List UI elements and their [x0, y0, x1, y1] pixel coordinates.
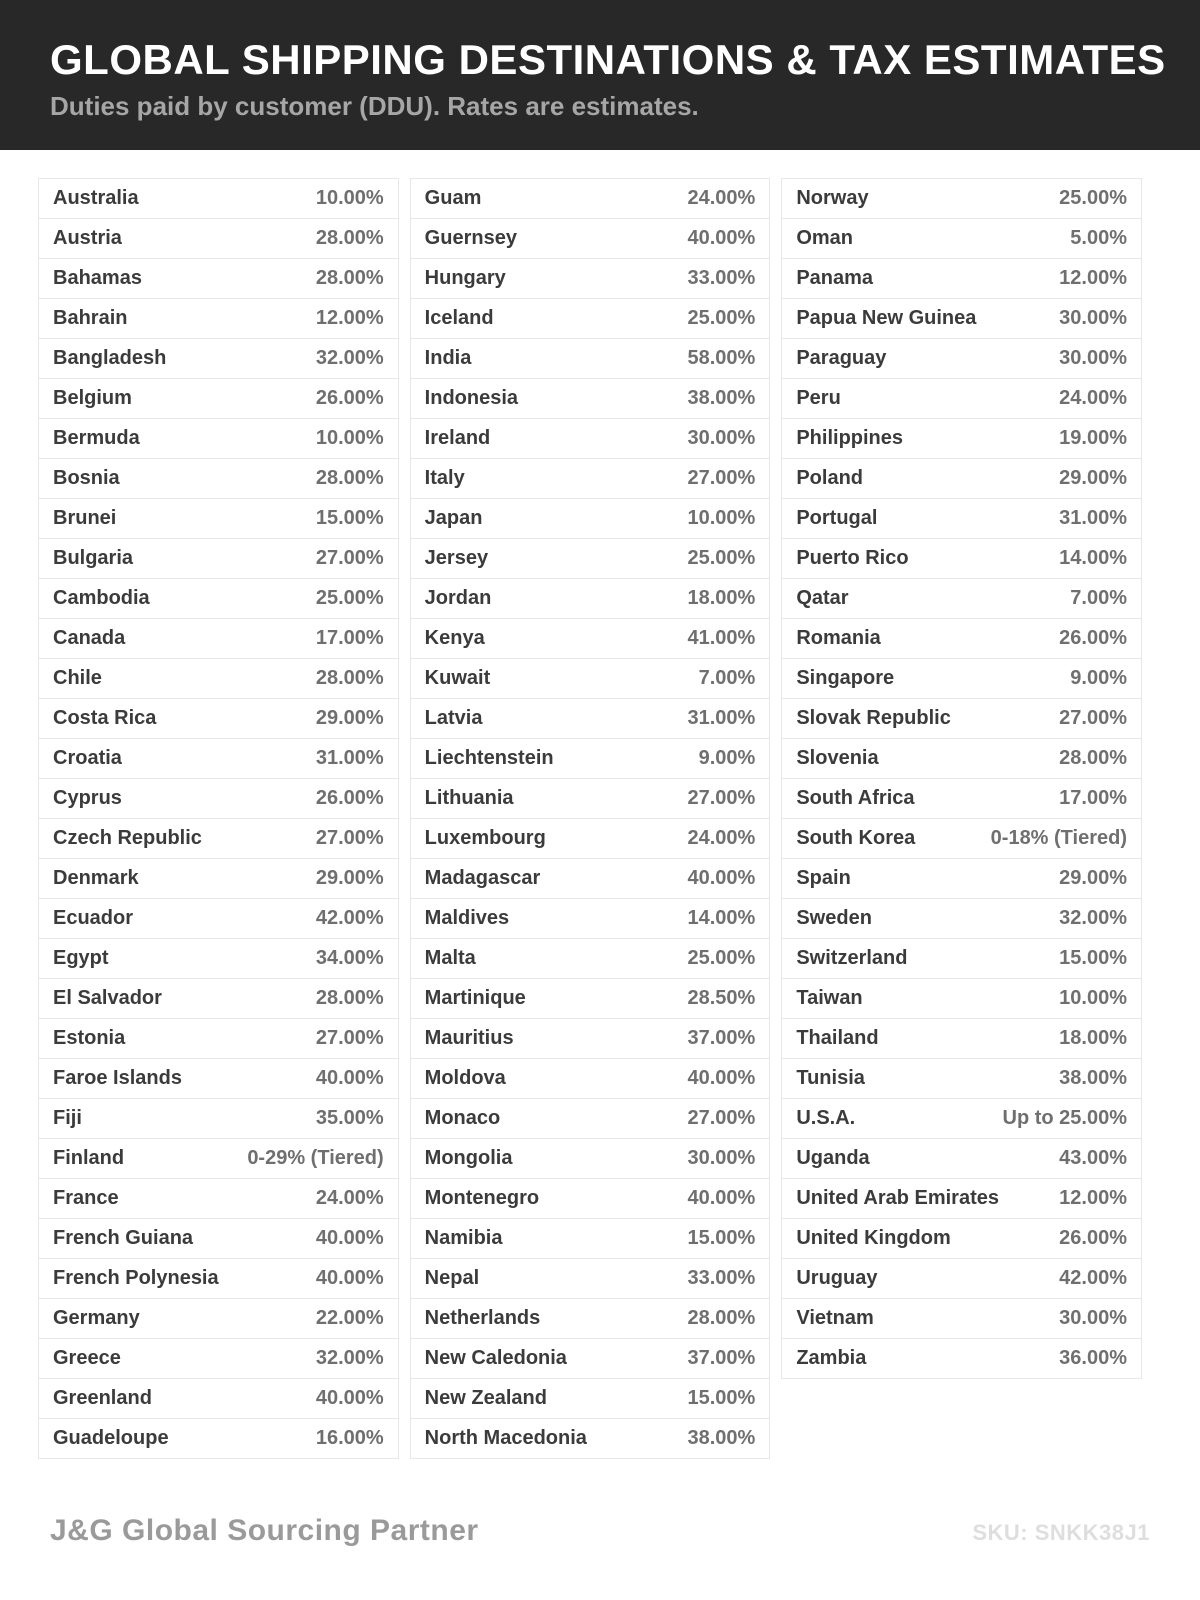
table-row [410, 1058, 771, 1099]
table-row [781, 418, 1142, 459]
table-row [781, 578, 1142, 619]
table-row [410, 538, 771, 579]
rate-value: 37.00% [687, 1347, 756, 1369]
country-label: Lithuania [424, 787, 514, 809]
rate-value: 5.00% [1070, 227, 1128, 249]
rate-value: 18.00% [687, 587, 756, 609]
country-label: Japan [424, 507, 483, 529]
rate-value: 33.00% [687, 1267, 756, 1289]
table-row [781, 698, 1142, 739]
table-row [410, 578, 771, 619]
rate-value: 58.00% [687, 347, 756, 369]
country-label: Netherlands [424, 1307, 541, 1329]
country-label: Peru [796, 387, 841, 409]
country-label: Fiji [53, 1107, 82, 1129]
table-row [410, 1098, 771, 1139]
table-row [38, 298, 399, 339]
rate-value: 30.00% [687, 427, 756, 449]
country-label: Slovenia [796, 747, 879, 769]
table-row [38, 1058, 399, 1099]
table-row [410, 738, 771, 779]
rate-value: 38.00% [687, 1427, 756, 1449]
country-label: Qatar [796, 587, 849, 609]
tax-rate-table [0, 150, 1200, 1459]
rate-value: 15.00% [315, 507, 384, 529]
country-label: Latvia [424, 707, 483, 729]
table-row [781, 378, 1142, 419]
rate-value: 35.00% [315, 1107, 384, 1129]
country-label: Uruguay [796, 1267, 878, 1289]
country-label: Ecuador [53, 907, 134, 929]
rate-value: 27.00% [687, 1107, 756, 1129]
rate-value: 27.00% [315, 547, 384, 569]
table-row [781, 1338, 1142, 1379]
country-label: Montenegro [424, 1187, 540, 1209]
rate-value: 40.00% [315, 1267, 384, 1289]
rate-value: 30.00% [687, 1147, 756, 1169]
rate-value: 19.00% [1059, 427, 1128, 449]
page-title: GLOBAL SHIPPING DESTINATIONS & TAX ESTIMATES [50, 36, 1166, 83]
table-row [410, 418, 771, 459]
table-row [38, 618, 399, 659]
country-label: Croatia [53, 747, 122, 769]
rate-value: 40.00% [315, 1227, 384, 1249]
country-label: Zambia [796, 1347, 867, 1369]
rate-value: 42.00% [1059, 1267, 1128, 1289]
rate-value: 25.00% [687, 547, 756, 569]
country-label: French Guiana [53, 1227, 194, 1249]
rate-value: 17.00% [315, 627, 384, 649]
country-label: Mauritius [424, 1027, 514, 1049]
rate-value: 32.00% [315, 347, 384, 369]
rate-value: 30.00% [1059, 1307, 1128, 1329]
rate-value: 29.00% [315, 707, 384, 729]
country-label: Costa Rica [53, 707, 157, 729]
table-row [38, 1258, 399, 1299]
rate-value: 15.00% [1059, 947, 1128, 969]
rate-value: 10.00% [1059, 987, 1128, 1009]
rate-value: 31.00% [315, 747, 384, 769]
rate-value: 12.00% [1059, 1187, 1128, 1209]
rate-value: 24.00% [687, 187, 756, 209]
table-row [410, 858, 771, 899]
table-row [38, 178, 399, 219]
country-label: Moldova [424, 1067, 506, 1089]
table-row [38, 1298, 399, 1339]
country-label: Paraguay [796, 347, 887, 369]
rate-value: 30.00% [1059, 307, 1128, 329]
country-label: Puerto Rico [796, 547, 909, 569]
table-row [781, 1298, 1142, 1339]
rate-value: 17.00% [1059, 787, 1128, 809]
country-label: Canada [53, 627, 126, 649]
table-row [410, 1138, 771, 1179]
country-label: Portugal [796, 507, 878, 529]
table-row [781, 1218, 1142, 1259]
country-label: South Korea [796, 827, 916, 849]
country-label: Oman [796, 227, 854, 249]
table-row [781, 1178, 1142, 1219]
table-row [781, 778, 1142, 819]
table-row [38, 1378, 399, 1419]
table-row [781, 1058, 1142, 1099]
country-label: Maldives [424, 907, 510, 929]
country-label: Jordan [424, 587, 492, 609]
table-row [38, 858, 399, 899]
country-label: Bangladesh [53, 347, 167, 369]
table-row [410, 178, 771, 219]
rate-value: 18.00% [1059, 1027, 1128, 1049]
rate-value: 29.00% [1059, 467, 1128, 489]
country-label: Nepal [424, 1267, 480, 1289]
country-label: India [424, 347, 472, 369]
table-row [781, 738, 1142, 779]
country-label: Liechtenstein [424, 747, 554, 769]
table-row [410, 938, 771, 979]
country-label: France [53, 1187, 119, 1209]
rate-value: 34.00% [315, 947, 384, 969]
rate-value: 38.00% [687, 387, 756, 409]
rate-value: 12.00% [315, 307, 384, 329]
country-label: New Zealand [424, 1387, 547, 1409]
rate-value: 15.00% [687, 1387, 756, 1409]
table-row [781, 1138, 1142, 1179]
country-label: Bahamas [53, 267, 142, 289]
country-label: Guadeloupe [53, 1427, 169, 1449]
country-label: Malta [424, 947, 476, 969]
rate-value: 7.00% [698, 667, 756, 689]
country-label: Bermuda [53, 427, 140, 449]
table-row [38, 1418, 399, 1459]
table-row [38, 338, 399, 379]
country-label: Faroe Islands [53, 1067, 182, 1089]
rate-value: 26.00% [315, 787, 384, 809]
rate-value: 22.00% [315, 1307, 384, 1329]
rate-value: 25.00% [315, 587, 384, 609]
rate-value: 40.00% [315, 1387, 384, 1409]
country-label: Poland [796, 467, 864, 489]
table-row [410, 1418, 771, 1459]
table-row [781, 298, 1142, 339]
table-row [410, 1018, 771, 1059]
country-label: Guam [424, 187, 482, 209]
country-label: Bulgaria [53, 547, 134, 569]
table-row [410, 1178, 771, 1219]
country-label: Greenland [53, 1387, 152, 1409]
country-label: Taiwan [796, 987, 863, 1009]
table-row [410, 818, 771, 859]
rate-value: 27.00% [315, 1027, 384, 1049]
table-row [410, 898, 771, 939]
table-row [410, 378, 771, 419]
footer [0, 1459, 1200, 1548]
table-row [781, 338, 1142, 379]
rate-value: 41.00% [687, 627, 756, 649]
table-row [38, 378, 399, 419]
country-label: Spain [796, 867, 851, 889]
country-label: Slovak Republic [796, 707, 951, 729]
country-label: Ireland [424, 427, 491, 449]
table-row [781, 658, 1142, 699]
table-row [410, 698, 771, 739]
rate-value: 12.00% [1059, 267, 1128, 289]
rate-value: 40.00% [687, 1067, 756, 1089]
rate-value: 32.00% [315, 1347, 384, 1369]
table-row [781, 818, 1142, 859]
table-row [410, 1338, 771, 1379]
table-row [38, 778, 399, 819]
country-label: Belgium [53, 387, 132, 409]
country-label: Jersey [424, 547, 489, 569]
table-row [781, 978, 1142, 1019]
rate-value: 9.00% [1070, 667, 1128, 689]
table-row [781, 618, 1142, 659]
country-label: Namibia [424, 1227, 503, 1249]
table-row [781, 1258, 1142, 1299]
country-label: U.S.A. [796, 1107, 856, 1129]
rate-value: 28.00% [315, 667, 384, 689]
table-row [781, 218, 1142, 259]
table-row [781, 858, 1142, 899]
rate-value: 16.00% [315, 1427, 384, 1449]
country-label: United Arab Emirates [796, 1187, 999, 1209]
table-row [410, 458, 771, 499]
country-label: Indonesia [424, 387, 519, 409]
table-row [38, 938, 399, 979]
country-label: Egypt [53, 947, 109, 969]
rate-value: 9.00% [698, 747, 756, 769]
rate-value: 29.00% [1059, 867, 1128, 889]
rate-value: 26.00% [1059, 627, 1128, 649]
table-row [410, 1298, 771, 1339]
table-row [781, 538, 1142, 579]
rate-value: 33.00% [687, 267, 756, 289]
table-row [781, 898, 1142, 939]
rate-value: 15.00% [687, 1227, 756, 1249]
header-banner [0, 0, 1200, 150]
table-row [38, 1178, 399, 1219]
country-label: Bahrain [53, 307, 128, 329]
rate-value: 0-18% (Tiered) [990, 827, 1128, 849]
country-label: Hungary [424, 267, 506, 289]
country-label: Greece [53, 1347, 121, 1369]
rate-value: 27.00% [687, 467, 756, 489]
table-row [38, 898, 399, 939]
rate-value: 26.00% [1059, 1227, 1128, 1249]
country-label: Mongolia [424, 1147, 513, 1169]
country-label: Estonia [53, 1027, 126, 1049]
rate-value: 27.00% [1059, 707, 1128, 729]
rate-value: 27.00% [687, 787, 756, 809]
country-label: Guernsey [424, 227, 517, 249]
table-row [410, 258, 771, 299]
table-row [38, 1138, 399, 1179]
country-label: Singapore [796, 667, 895, 689]
table-row [38, 738, 399, 779]
rate-value: 24.00% [687, 827, 756, 849]
rate-value: 24.00% [1059, 387, 1128, 409]
country-label: Bosnia [53, 467, 120, 489]
country-label: El Salvador [53, 987, 162, 1009]
table-row [781, 498, 1142, 539]
table-row [38, 418, 399, 459]
country-label: United Kingdom [796, 1227, 951, 1249]
table-column-3 [781, 178, 1142, 1379]
table-row [38, 458, 399, 499]
rate-value: 28.00% [315, 227, 384, 249]
rate-value: 24.00% [315, 1187, 384, 1209]
rate-value: 7.00% [1070, 587, 1128, 609]
table-row [38, 1338, 399, 1379]
country-label: Cambodia [53, 587, 150, 609]
rate-value: 40.00% [315, 1067, 384, 1089]
table-row [410, 618, 771, 659]
country-label: Iceland [424, 307, 494, 329]
rate-value: 32.00% [1059, 907, 1128, 929]
country-label: Vietnam [796, 1307, 874, 1329]
rate-value: 25.00% [687, 947, 756, 969]
country-label: Australia [53, 187, 139, 209]
country-label: Germany [53, 1307, 140, 1329]
country-label: Cyprus [53, 787, 122, 809]
brand-name: J&G Global Sourcing Partner [50, 1514, 479, 1547]
country-label: Monaco [424, 1107, 501, 1129]
country-label: Brunei [53, 507, 117, 529]
country-label: Luxembourg [424, 827, 546, 849]
table-row [410, 658, 771, 699]
rate-value: 0-29% (Tiered) [247, 1147, 384, 1169]
table-row [781, 178, 1142, 219]
table-row [38, 538, 399, 579]
table-row [38, 698, 399, 739]
rate-value: 40.00% [687, 1187, 756, 1209]
country-label: Finland [53, 1147, 125, 1169]
page-subtitle: Duties paid by customer (DDU). Rates are estimates. [50, 91, 699, 122]
country-label: Papua New Guinea [796, 307, 977, 329]
rate-value: 30.00% [1059, 347, 1128, 369]
table-row [410, 218, 771, 259]
table-row [410, 298, 771, 339]
country-label: Philippines [796, 427, 904, 449]
country-label: Kenya [424, 627, 485, 649]
table-row [38, 1018, 399, 1059]
table-row [38, 658, 399, 699]
table-row [38, 218, 399, 259]
country-label: North Macedonia [424, 1427, 587, 1449]
table-row [38, 1218, 399, 1259]
country-label: Martinique [424, 987, 526, 1009]
table-row [38, 1098, 399, 1139]
table-row [410, 338, 771, 379]
table-row [38, 578, 399, 619]
table-row [38, 978, 399, 1019]
table-column-2 [410, 178, 771, 1459]
rate-value: 28.00% [1059, 747, 1128, 769]
table-row [781, 1018, 1142, 1059]
rate-value: 42.00% [315, 907, 384, 929]
country-label: Denmark [53, 867, 139, 889]
country-label: Uganda [796, 1147, 870, 1169]
rate-value: 14.00% [687, 907, 756, 929]
rate-value: 25.00% [1059, 187, 1128, 209]
table-column-1 [38, 178, 399, 1459]
table-row [38, 498, 399, 539]
country-label: Austria [53, 227, 122, 249]
rate-value: 28.00% [687, 1307, 756, 1329]
rate-value: 27.00% [315, 827, 384, 849]
table-row [410, 1218, 771, 1259]
country-label: Sweden [796, 907, 872, 929]
country-label: Norway [796, 187, 869, 209]
rate-value: 26.00% [315, 387, 384, 409]
sku-label: SKU: SNKK38J1 [972, 1520, 1150, 1545]
country-label: French Polynesia [53, 1267, 219, 1289]
rate-value: 28.00% [315, 467, 384, 489]
table-row [38, 818, 399, 859]
rate-value: 28.00% [315, 267, 384, 289]
country-label: South Africa [796, 787, 915, 809]
rate-value: 28.50% [687, 987, 756, 1009]
rate-value: Up to 25.00% [1002, 1107, 1128, 1129]
rate-value: 37.00% [687, 1027, 756, 1049]
country-label: Italy [424, 467, 465, 489]
country-label: Panama [796, 267, 874, 289]
table-row [781, 258, 1142, 299]
country-label: Chile [53, 667, 102, 689]
rate-value: 10.00% [315, 187, 384, 209]
table-row [410, 1378, 771, 1419]
rate-value: 38.00% [1059, 1067, 1128, 1089]
rate-value: 28.00% [315, 987, 384, 1009]
rate-value: 10.00% [315, 427, 384, 449]
country-label: Tunisia [796, 1067, 865, 1089]
rate-value: 43.00% [1059, 1147, 1128, 1169]
country-label: Thailand [796, 1027, 879, 1049]
rate-value: 36.00% [1059, 1347, 1128, 1369]
table-row [410, 498, 771, 539]
country-label: Switzerland [796, 947, 908, 969]
table-row [410, 978, 771, 1019]
country-label: Romania [796, 627, 881, 649]
table-row [410, 778, 771, 819]
table-row [781, 1098, 1142, 1139]
country-label: Czech Republic [53, 827, 202, 849]
country-label: New Caledonia [424, 1347, 567, 1369]
rate-value: 40.00% [687, 227, 756, 249]
rate-value: 40.00% [687, 867, 756, 889]
rate-value: 14.00% [1059, 547, 1128, 569]
country-label: Madagascar [424, 867, 541, 889]
country-label: Kuwait [424, 667, 491, 689]
rate-value: 25.00% [687, 307, 756, 329]
table-row [410, 1258, 771, 1299]
table-row [781, 938, 1142, 979]
rate-value: 31.00% [1059, 507, 1128, 529]
rate-value: 10.00% [687, 507, 756, 529]
table-row [38, 258, 399, 299]
rate-value: 29.00% [315, 867, 384, 889]
table-row [781, 458, 1142, 499]
rate-value: 31.00% [687, 707, 756, 729]
